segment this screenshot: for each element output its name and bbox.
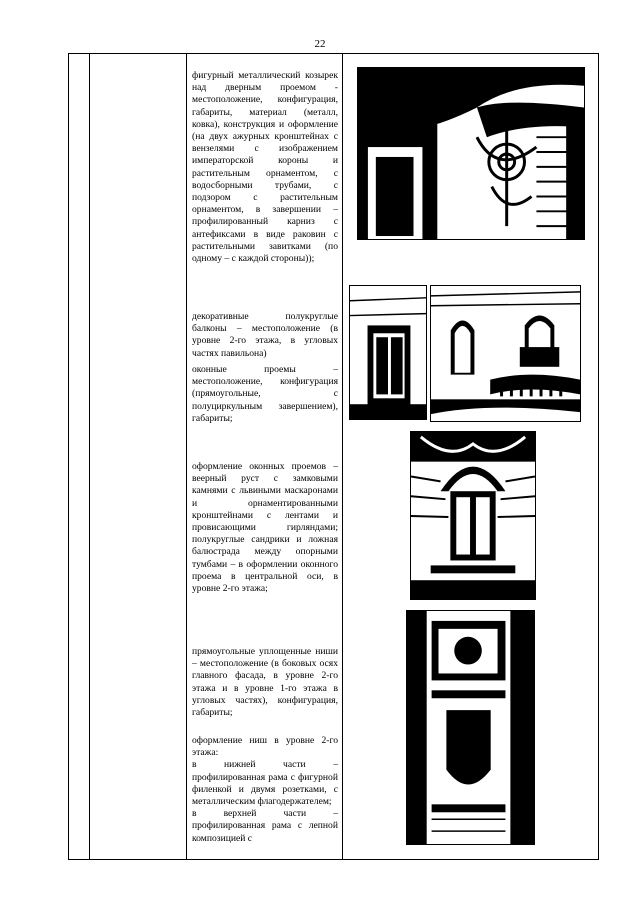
text-block-niches: прямоугольные уплощенные ниши – местоположение (в боковых осях главного фасада, в уровне 2-го этажа и в уровне 1-го этажа в угловых частях), конфигурация, габариты; — [192, 646, 338, 719]
column-divider-1 — [89, 53, 90, 860]
photo-canopy — [357, 67, 585, 240]
photo-window-decor — [410, 431, 536, 600]
photo-niche — [406, 610, 535, 845]
text-block-window-openings: оконные проемы – местоположение, конфигурация (прямоугольные, с полуциркульным завершением), габариты; — [192, 364, 338, 424]
page-number: 22 — [314, 38, 326, 50]
text-block-canopy: фигурный металлический козырек над дверным проемом - местоположение, конфигурация, габариты, материал (металл, ковка), конструкция и оформление (на двух ажурных кронштейнах с вензелями с изображением императорской короны и растительным орнаментом, с водосборными трубами, с подзором с растительным орнаментом, в завершении – профилированный карниз с антефиксами в виде раковин с растительными завитками (по одному – с каждой стороны)); — [192, 70, 338, 265]
photo-window-opening — [349, 285, 427, 420]
text-block-window-decor: оформление оконных проемов – веерный руст с замковыми камнями с львиными маскаронами и орнаментированными кронштейнами с лентами и провисающими гирляндами; полукруглые сандрики и ложная балюстрада между опорными тумбами – в оформлении оконного проема в центральной оси, в уровне 2-го этажа; — [192, 461, 338, 595]
text-block-niche-decor: оформление ниш в уровне 2-го этажа: в нижней части – профилированная рама с фигурной филенкой и двумя розетками, с металлическим флагодержателем; в верхней части – профилированная рама с лепной композицией с — [192, 735, 338, 844]
photo-balcony — [430, 285, 581, 422]
column-divider-2 — [186, 53, 187, 860]
column-divider-3 — [342, 53, 343, 860]
text-block-balconies: декоративные полукруглые балконы – местоположение (в уровне 2-го этажа, в угловых частях павильона) — [192, 311, 338, 359]
